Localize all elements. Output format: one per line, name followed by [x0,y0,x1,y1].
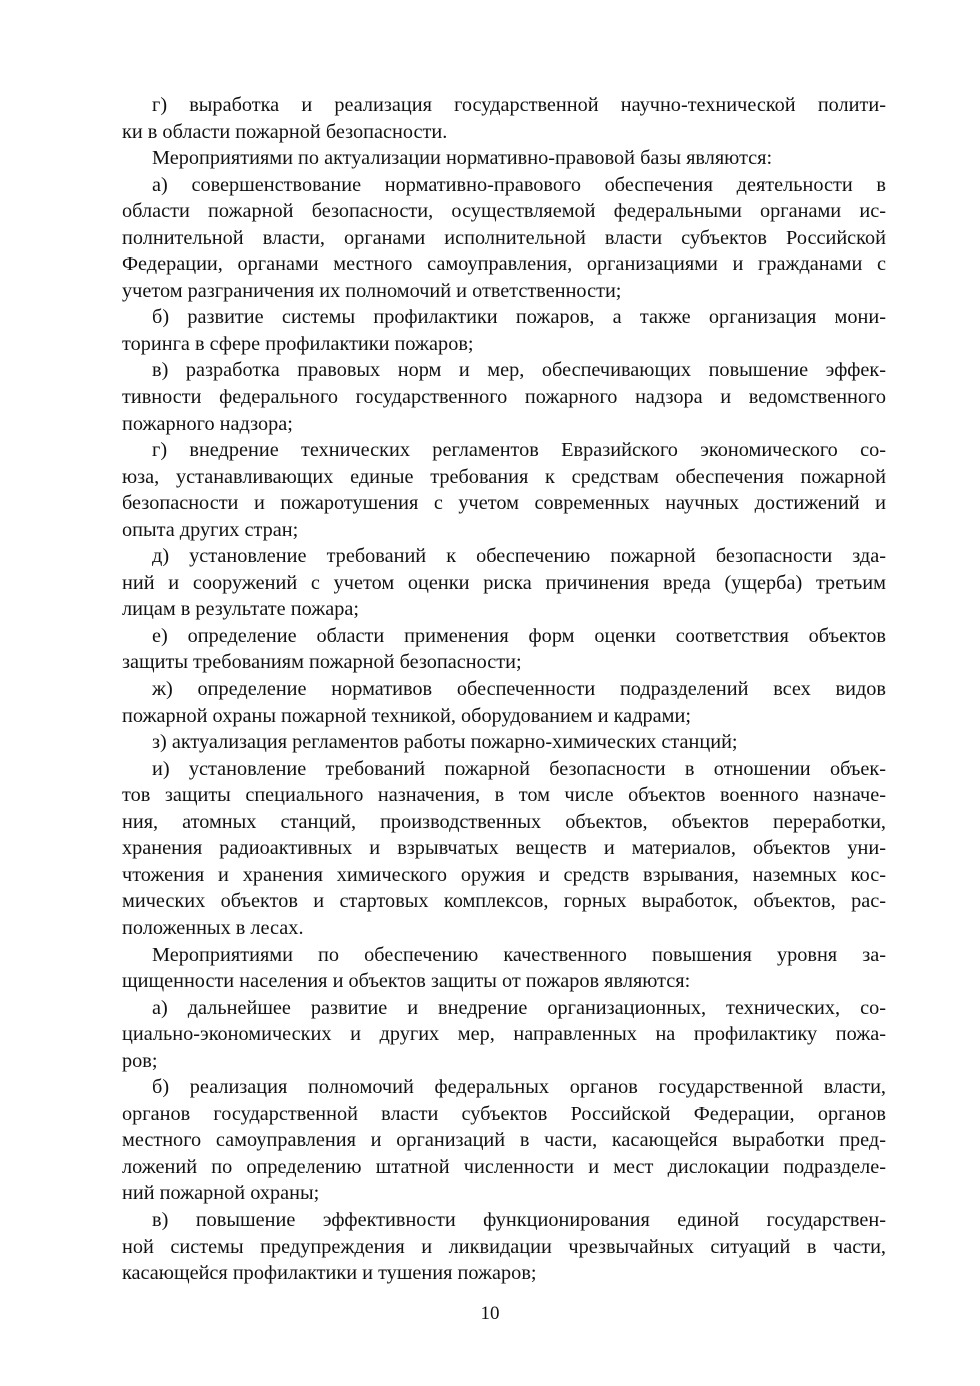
text-line: защиты требованиям пожарной безопасности; [122,651,522,674]
paragraph [122,1074,886,1207]
text-line: е) определение области применения форм оценки соответствия объектов [152,624,886,647]
paragraph [122,357,886,437]
text-line: б) реализация полномочий федеральных органов государственной власти, [152,1076,886,1099]
text-line: Федерации, органами местного самоуправления, организациями и гражданами с [122,253,886,276]
document-body [122,92,886,1287]
text-line: Мероприятиями по актуализации нормативно-правовой базы являются: [152,147,773,170]
text-line: б) развитие системы профилактики пожаров, а также организация мони- [152,306,886,329]
text-line: безопасности и пожаротушения с учетом современных научных достижений и [122,492,886,515]
text-line: ж) определение нормативов обеспеченности подразделений всех видов [152,678,886,701]
text-line: органов государственной власти субъектов Российской Федерации, органов [122,1102,886,1125]
text-line: г) внедрение технических регламентов Евразийского экономического со- [152,439,886,462]
text-line: ной системы предупреждения и ликвидации чрезвычайных ситуаций в части, [122,1235,886,1258]
text-line: д) установление требований к обеспечению пожарной безопасности зда- [152,545,886,568]
text-line: ки в области пожарной безопасности. [122,120,448,143]
text-line: лицам в результате пожара; [122,598,360,621]
text-line: области пожарной безопасности, осуществляемой федеральными органами ис- [122,200,886,223]
paragraph [122,1207,886,1287]
text-line: циально-экономических и других мер, направленных на профилактику пожа- [122,1023,886,1046]
text-line: учетом разграничения их полномочий и ответственности; [122,279,622,302]
paragraph [122,145,886,172]
text-line: а) совершенствование нормативно-правового обеспечения деятельности в [152,173,886,196]
paragraph [122,756,886,942]
text-line: пожарной охраны пожарной техникой, оборудованием и кадрами; [122,704,691,727]
page-number: 10 [480,1303,500,1324]
text-line: чтожения и хранения химического оружия и средств взрывания, наземных кос- [122,863,886,886]
text-line: ний пожарной охраны; [122,1182,320,1205]
text-line: тов защиты специального назначения, в том числе объектов военного назначе- [122,784,886,807]
text-line: и) установление требований пожарной безопасности в отношении объек- [152,757,886,780]
text-line: пожарного надзора; [122,412,293,435]
text-line: з) актуализация регламентов работы пожарно-химических станций; [152,731,738,754]
text-line: тивности федерального государственного пожарного надзора и ведомственного [122,386,886,409]
text-line: касающейся профилактики и тушения пожаров; [122,1262,537,1285]
text-line: в) повышение эффективности функционирования единой государствен- [152,1208,886,1231]
paragraph [122,942,886,995]
paragraph [122,995,886,1075]
text-line: положенных в лесах. [122,916,304,939]
text-line: ний и сооружений с учетом оценки риска причинения вреда (ущерба) третьим [122,571,886,594]
text-line: мических объектов и стартовых комплексов, горных выработок, объектов, рас- [122,890,886,913]
paragraph [122,729,886,756]
paragraph [122,543,886,623]
text-line: местного самоуправления и организаций в части, касающейся выработки пред- [122,1129,886,1152]
text-line: щищенности населения и объектов защиты от пожаров являются: [122,970,691,993]
text-line: торинга в сфере профилактики пожаров; [122,332,474,355]
text-line: Мероприятиями по обеспечению качественного повышения уровня за- [152,943,886,966]
text-line: г) выработка и реализация государственной научно-технической полити- [152,94,886,116]
text-line: в) разработка правовых норм и мер, обеспечивающих повышение эффек- [152,359,886,382]
paragraph [122,676,886,729]
text-line: ров; [122,1049,158,1072]
text-line: юза, устанавливающих единые требования к средствам обеспечения пожарной [122,465,886,488]
text-line: опыта других стран; [122,518,299,541]
paragraph [122,623,886,676]
text-line: а) дальнейшее развитие и внедрение организационных, технических, со- [152,996,886,1019]
text-line: ния, атомных станций, производственных объектов, объектов переработки, [122,810,886,833]
text-line: хранения радиоактивных и взрывчатых веществ и материалов, объектов уни- [122,837,886,860]
text-line: ложений по определению штатной численности и мест дислокации подразделе- [122,1155,886,1178]
paragraph [122,172,886,305]
paragraph [122,437,886,543]
paragraph [122,304,886,357]
text-line: полнительной власти, органами исполнительной власти субъектов Российской [122,226,886,249]
paragraph [122,92,886,145]
